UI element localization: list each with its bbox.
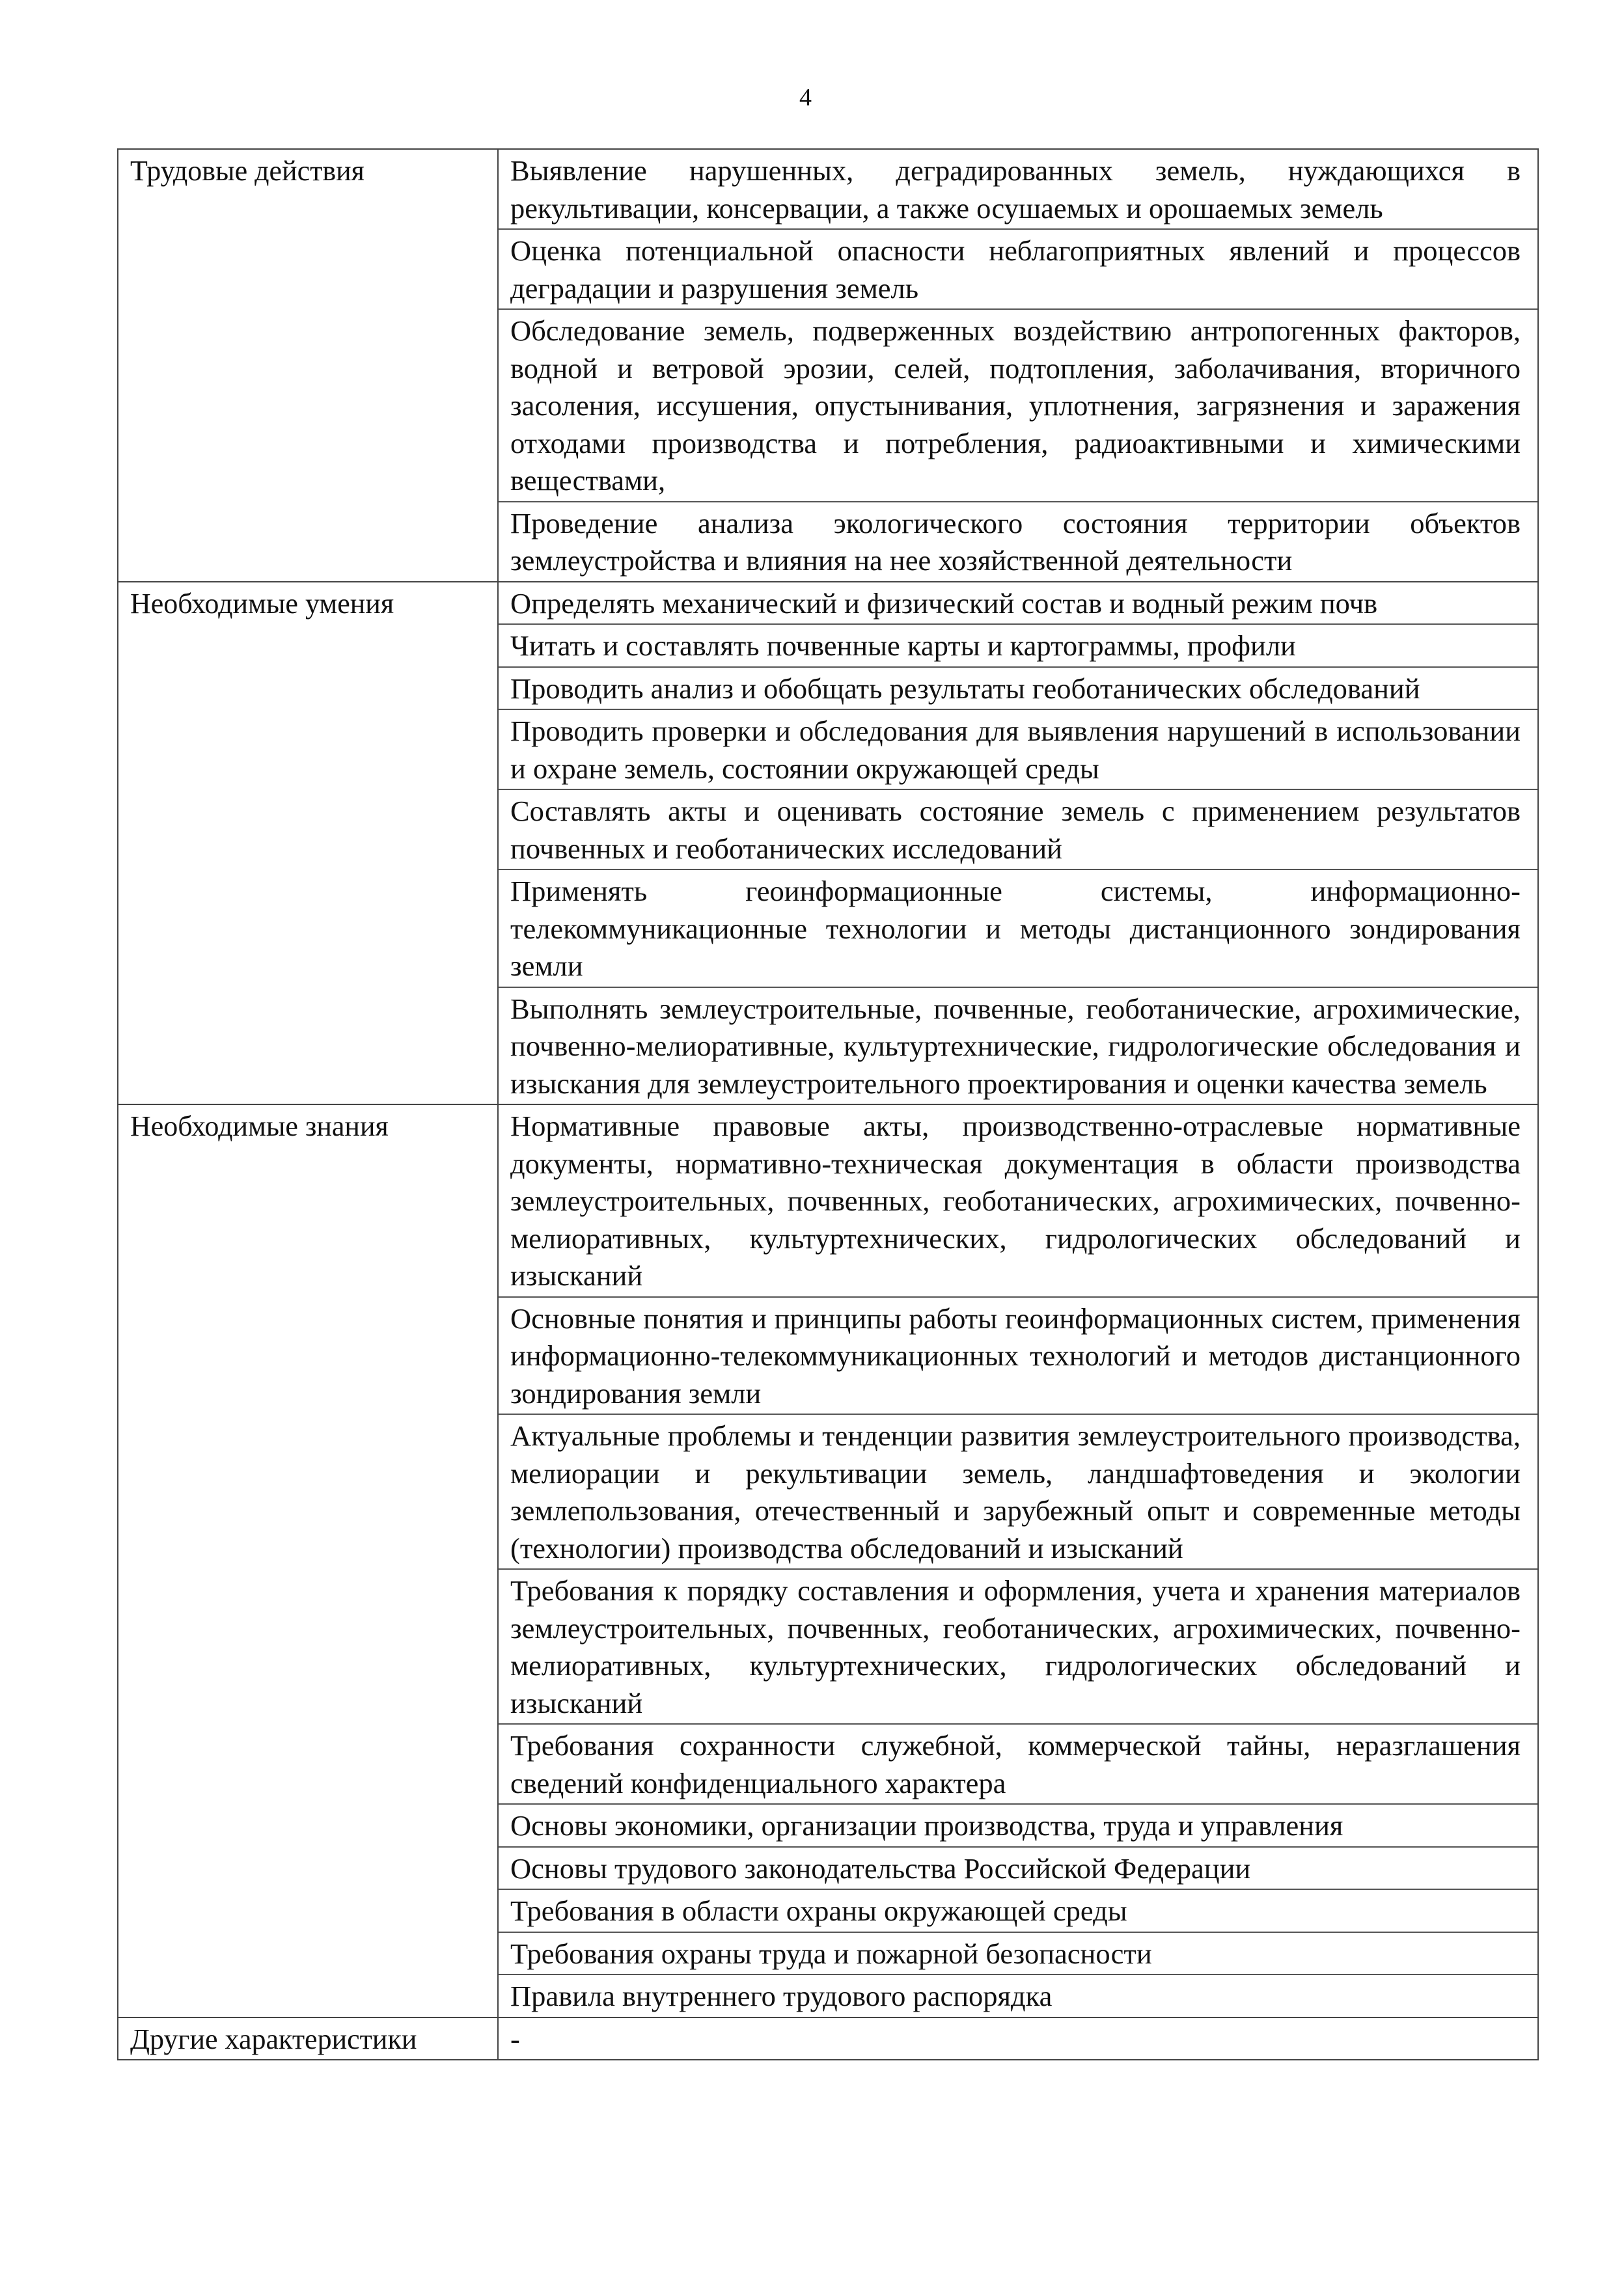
section-items [498, 582, 1538, 1105]
section-item: Требования сохранности служебной, коммерческой тайны, неразглашения сведений конфиденциального характера [499, 1725, 1537, 1805]
section-item: Определять механический и физический состав и водный режим почв [499, 582, 1537, 625]
section-label: Необходимые знания [118, 1104, 498, 2017]
section-items [498, 1104, 1538, 2017]
section-item: Правила внутреннего трудового распорядка [510, 1980, 1053, 2012]
section-item: Составлять акты и оценивать состояние земель с применением результатов почвенных и геоботанических исследований [499, 790, 1537, 870]
section-item: Основные понятия и принципы работы геоинформационных систем, применения информационно-телекоммуникационных технологий и методов дистанционного зондирования земли [499, 1298, 1537, 1415]
section-row-other-characteristics [118, 2017, 1538, 2060]
section-item: Проведение анализа экологического состояния территории объектов землеустройства и влияния на нее хозяйственной деятельности [510, 506, 1521, 577]
section-item: Проводить проверки и обследования для выявления нарушений в использовании и охране земель, состоянии окружающей среды [499, 710, 1537, 790]
section-item: Обследование земель, подверженных воздействию антропогенных факторов, водной и ветровой эрозии, селей, подтопления, заболачивания, вторичного засоления, иссушения, опустынивания, уплотнения, загрязнения и заражения отходами производства и потребления, радиоактивными и химическими веществами, [499, 310, 1537, 502]
section-label: Трудовые действия [118, 149, 498, 582]
section-item: Основы трудового законодательства Российской Федерации [499, 1848, 1537, 1891]
section-item: Нормативные правовые акты, производственно-отраслевые нормативные документы, нормативно-техническая документация в области производства землеустроительных, почвенных, геоботанических, агрохимических, почвенно-мелиоративных, культуртехнических, гидрологических обследований и изысканий [499, 1105, 1537, 1298]
section-row-required-knowledge [118, 1104, 1538, 2017]
section-items [498, 2017, 1538, 2060]
section-item: - [510, 2022, 520, 2055]
section-item: Оценка потенциальной опасности неблагоприятных явлений и процессов деградации и разрушения земель [499, 230, 1537, 310]
competency-table [117, 148, 1539, 2060]
section-item: Требования к порядку составления и оформления, учета и хранения материалов землеустроительных, почвенных, геоботанических, агрохимических, почвенно-мелиоративных, культуртехнических, гидрологических обследований и изысканий [499, 1570, 1537, 1725]
section-item: Проводить анализ и обобщать результаты геоботанических обследований [499, 668, 1537, 711]
section-label: Необходимые умения [118, 582, 498, 1105]
section-item: Выполнять землеустроительные, почвенные, геоботанические, агрохимические, почвенно-мелиоративные, культуртехнические, гидрологические обследования и изыскания для землеустроительного проектирования и оценки качества земель [510, 992, 1521, 1100]
section-item: Читать и составлять почвенные карты и картограммы, профили [499, 625, 1537, 668]
section-row-required-skills [118, 582, 1538, 1105]
section-items [498, 149, 1538, 582]
section-item: Применять геоинформационные системы, информационно-телекоммуникационные технологии и методы дистанционного зондирования земли [499, 870, 1537, 988]
section-item: Требования охраны труда и пожарной безопасности [499, 1933, 1537, 1976]
section-label: Другие характеристики [118, 2017, 498, 2060]
section-item: Требования в области охраны окружающей среды [499, 1890, 1537, 1933]
section-item: Выявление нарушенных, деградированных земель, нуждающихся в рекультивации, консервации, а также осушаемых и орошаемых земель [499, 150, 1537, 230]
section-item: Актуальные проблемы и тенденции развития землеустроительного производства, мелиорации и рекультивации земель, ландшафтоведения и экологии землепользования, отечественный и зарубежный опыт и современные методы (технологии) производства обследований и изысканий [499, 1415, 1537, 1570]
section-item: Основы экономики, организации производства, труда и управления [499, 1805, 1537, 1848]
section-row-labor-actions [118, 149, 1538, 582]
page-number: 4 [799, 84, 812, 111]
